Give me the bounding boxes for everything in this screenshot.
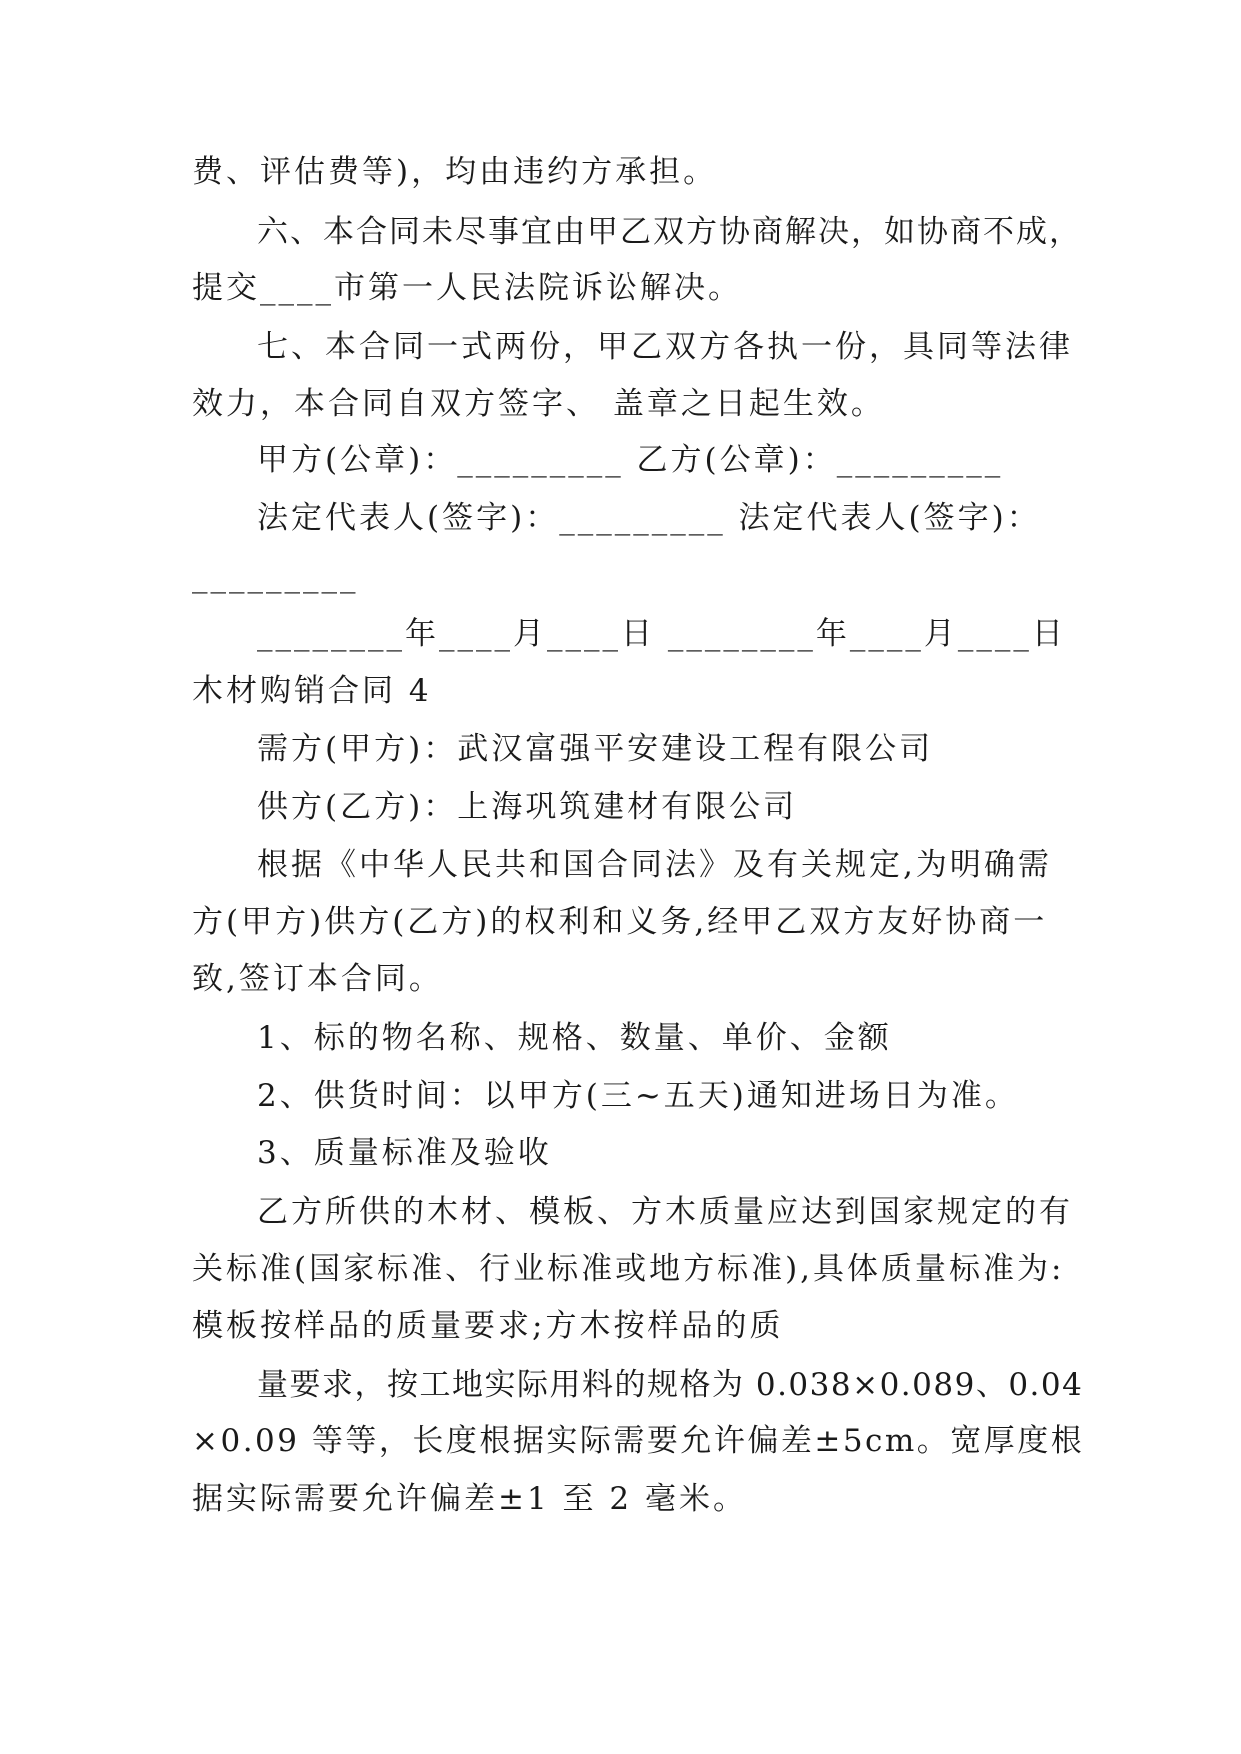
text-line: 七、本合同一式两份，甲乙双方各执一份，具同等法律 <box>257 329 1073 365</box>
signature-line: 甲方(公章)：_________ 乙方(公章)：_________ <box>257 442 1004 478</box>
buyer-line: 需方(甲方)：武汉富强平安建设工程有限公司 <box>257 731 934 767</box>
text-line: 模板按样品的质量要求;方木按样品的质 <box>192 1308 784 1344</box>
text-line: 根据《中华人民共和国合同法》及有关规定,为明确需 <box>257 847 1052 883</box>
text-line: 提交____市第一人民法院诉讼解决。 <box>192 270 742 306</box>
seller-line: 供方(乙方)：上海巩筑建材有限公司 <box>257 789 798 825</box>
text-line: 效力，本合同自双方签字、 盖章之日起生效。 <box>192 386 885 422</box>
clause-line: 3、质量标准及验收 <box>257 1135 552 1171</box>
date-line: ________年____月____日 ________年____月____日 <box>257 616 1066 652</box>
signature-line: 法定代表人(签字)：_________ 法定代表人(签字)： <box>257 500 1041 536</box>
text-line: ×0.09 等等，长度根据实际需要允许偏差±5cm。宽厚度根 <box>192 1423 1085 1459</box>
text-line: 费、评估费等)，均由违约方承担。 <box>192 154 718 190</box>
text-line: 方(甲方)供方(乙方)的权利和义务,经甲乙双方友好协商一 <box>192 904 1048 940</box>
text-line: 量要求，按工地实际用料的规格为 0.038×0.089、0.04 <box>257 1367 1084 1403</box>
text-line: 六、本合同未尽事宜由甲乙双方协商解决，如协商不成， <box>257 214 1082 250</box>
clause-line: 2、供货时间：以甲方(三~五天)通知进场日为准。 <box>257 1078 1019 1114</box>
text-line: 关标准(国家标准、行业标准或地方标准),具体质量标准为: <box>192 1251 1065 1287</box>
text-line: 据实际需要允许偏差±1 至 2 毫米。 <box>192 1481 747 1517</box>
signature-line: _________ <box>192 558 359 594</box>
section-title: 木材购销合同 4 <box>192 673 432 709</box>
text-line: 致,签订本合同。 <box>192 961 443 997</box>
text-line: 乙方所供的木材、模板、方木质量应达到国家规定的有 <box>257 1194 1073 1230</box>
clause-line: 1、标的物名称、规格、数量、单价、金额 <box>257 1020 892 1056</box>
